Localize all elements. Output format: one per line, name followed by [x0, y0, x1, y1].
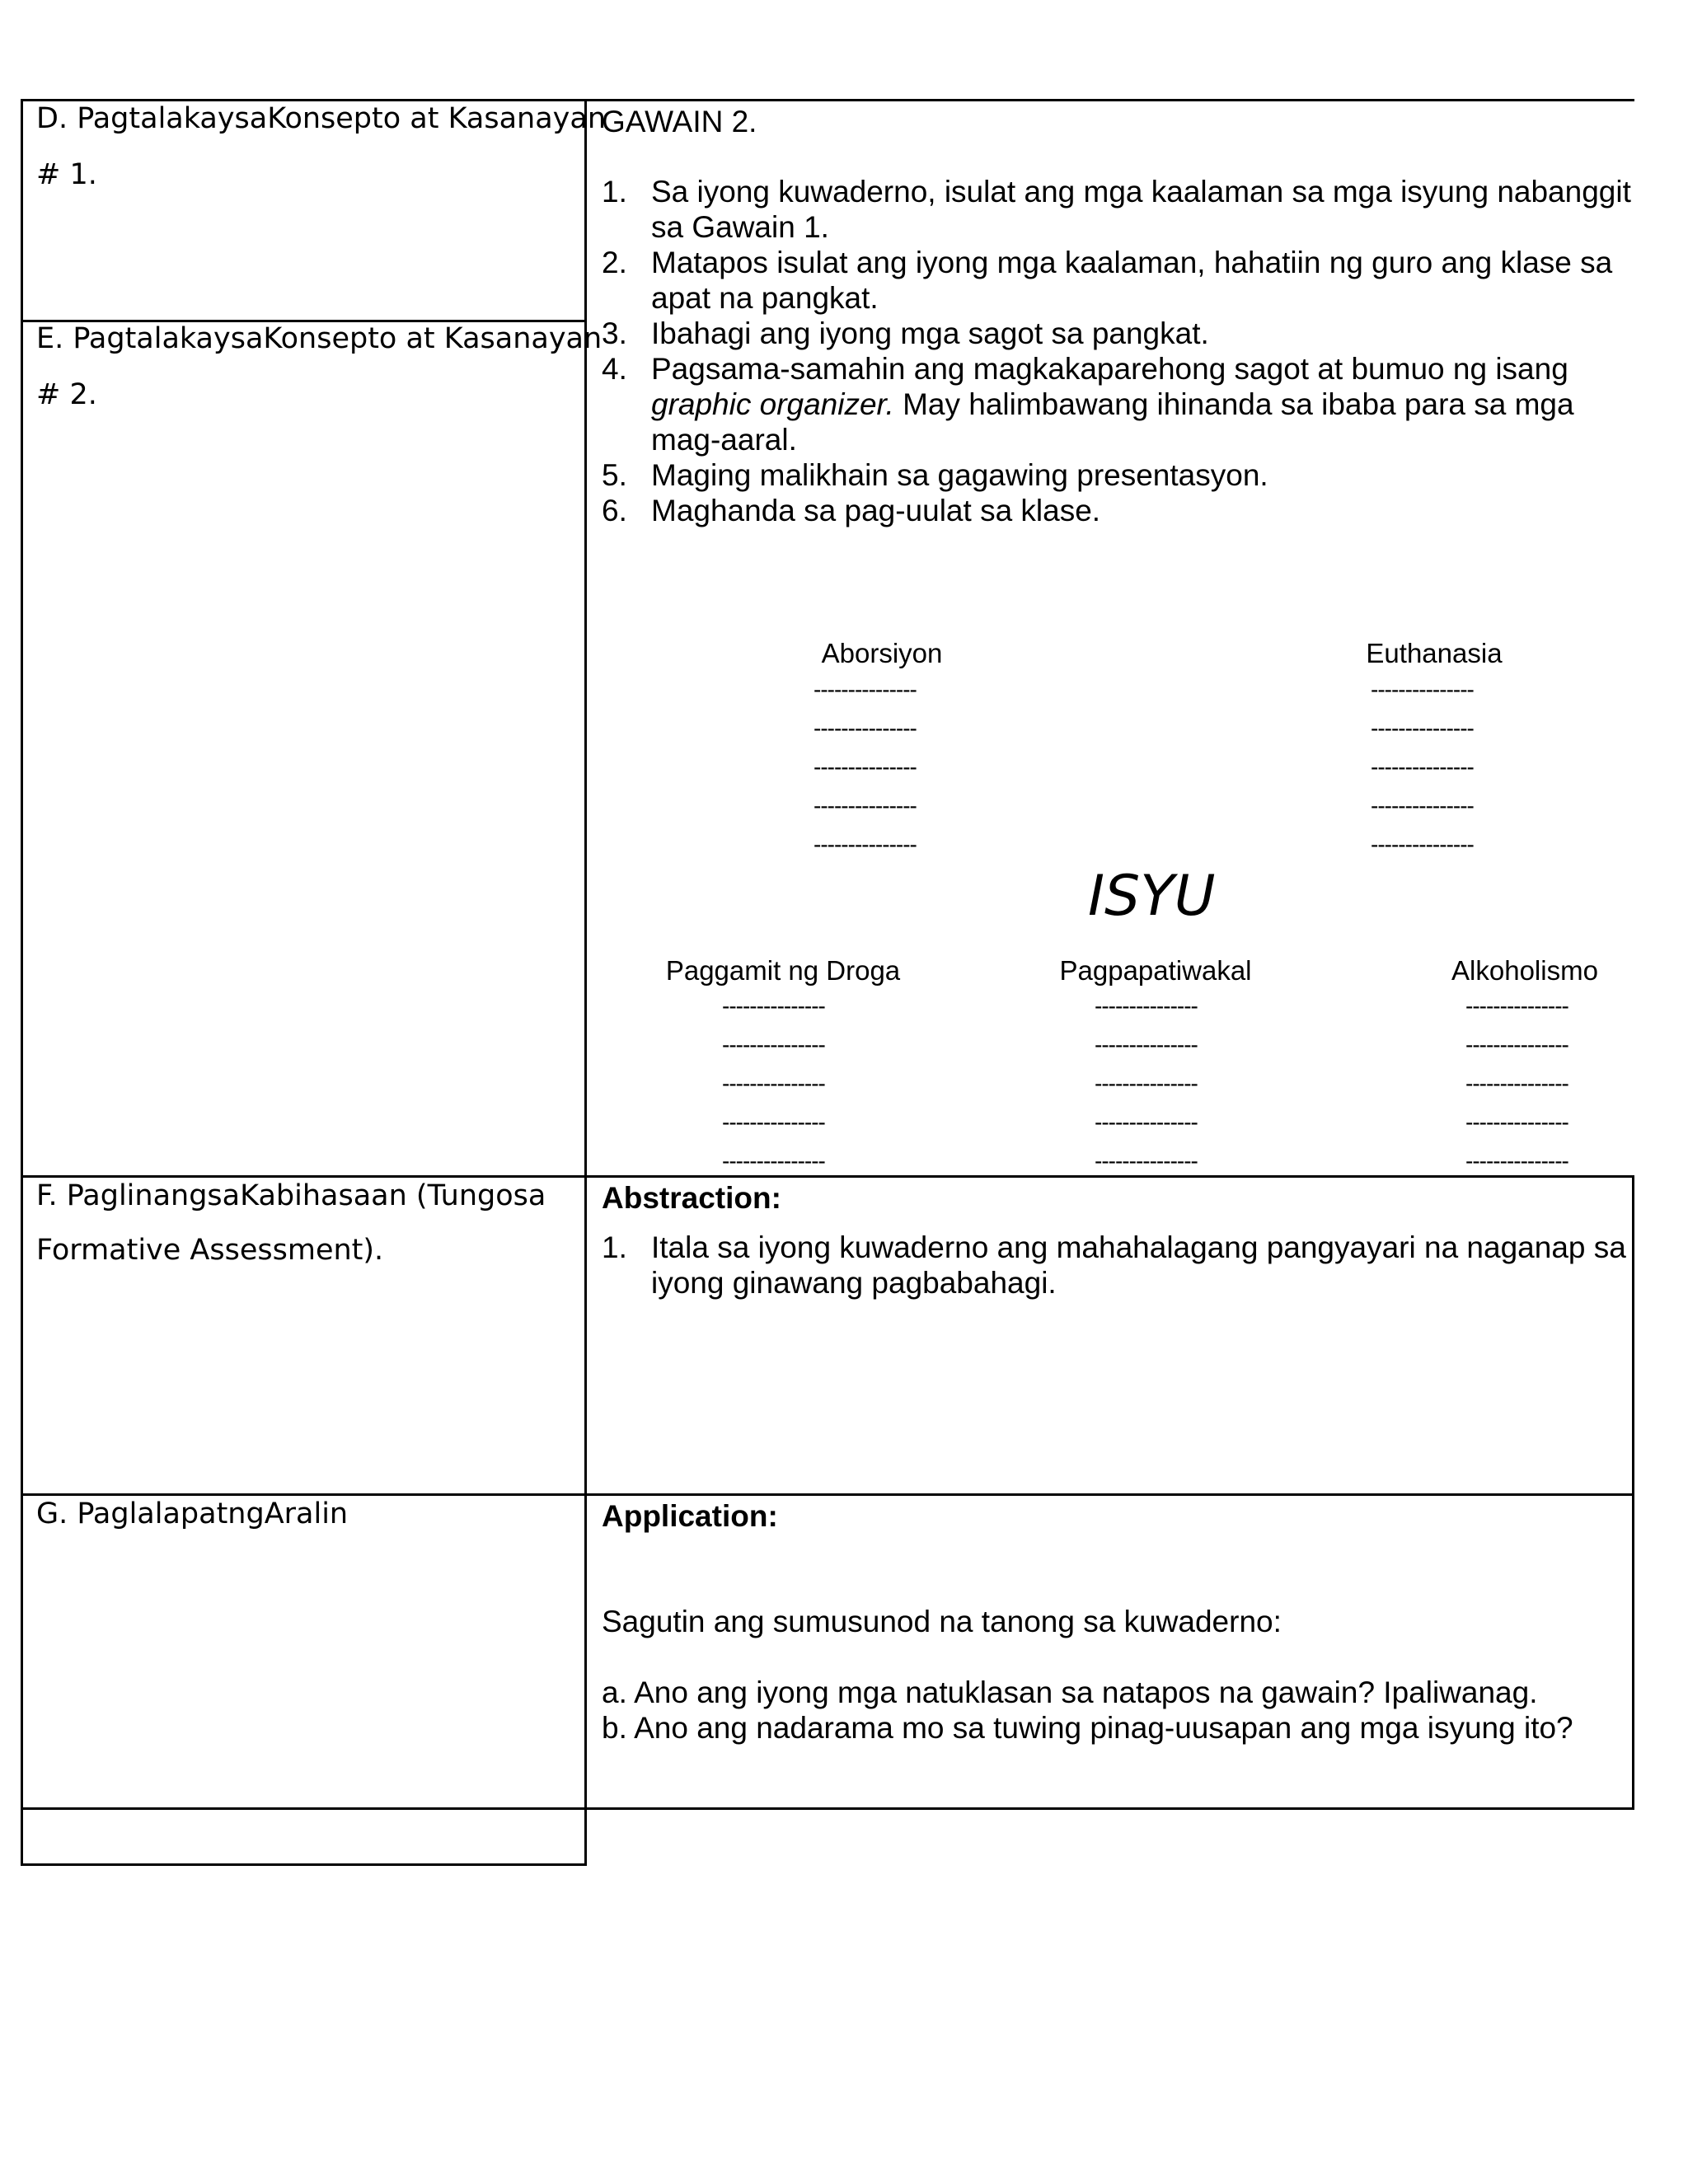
application-question-a: a. Ano ang iyong mga natuklasan sa natapos na gawain? Ipaliwanag.: [602, 1675, 1538, 1709]
application-question-b: b. Ano ang nadarama mo sa tuwing pinag-uusapan ang mga isyung ito?: [602, 1711, 1573, 1745]
row-f-label-cont: Formative Assessment).: [36, 1234, 384, 1267]
row-g-label: G. PaglalapatngAralin: [36, 1497, 349, 1530]
topic-paggamit-ng-droga: Paggamit ng Droga: [665, 955, 901, 986]
topic-aborsiyon: Aborsiyon: [821, 638, 943, 668]
isyu-center-label: ISYU: [1088, 864, 1216, 929]
border-middle: [584, 99, 587, 1866]
application-title: Application:: [602, 1499, 778, 1533]
abstraction-item-line1: Itala sa iyong kuwaderno ang mahahalagang pangyayari na naganap sa: [651, 1230, 1626, 1264]
border-last-bottom: [21, 1863, 587, 1866]
row-d-label: D. PagtalakaysaKonsepto at Kasanayan: [36, 102, 607, 135]
abstraction-title: Abstraction:: [602, 1181, 781, 1215]
application-intro: Sagutin ang sumusunod na tanong sa kuwaderno:: [602, 1605, 1282, 1638]
row-d-number: # 1.: [36, 158, 97, 191]
border-top: [21, 99, 1634, 101]
gawain-title: GAWAIN 2.: [602, 105, 757, 138]
topic-pagpapatiwakal: Pagpapatiwakal: [1059, 955, 1252, 986]
topic-alkoholismo: Alkoholismo: [1451, 955, 1598, 986]
row-f-label: F. PaglinangsaKabihasaan (Tungosa: [36, 1179, 546, 1212]
topic-euthanasia: Euthanasia: [1366, 638, 1503, 668]
abstraction-item-line2: iyong ginawang pagbabahagi.: [651, 1266, 1057, 1300]
border-g-bottom: [21, 1807, 1634, 1810]
row-e-label: E. PagtalakaysaKonsepto at Kasanayan: [36, 322, 603, 355]
border-g-top: [21, 1493, 1634, 1496]
graphic-organizer-term: graphic organizer.: [651, 387, 894, 421]
row-e-number: # 2.: [36, 378, 97, 411]
border-right: [1632, 1175, 1634, 1810]
abstraction-item-number: 1.: [602, 1230, 627, 1264]
border-f-top: [21, 1175, 1634, 1178]
border-left: [21, 99, 23, 1866]
